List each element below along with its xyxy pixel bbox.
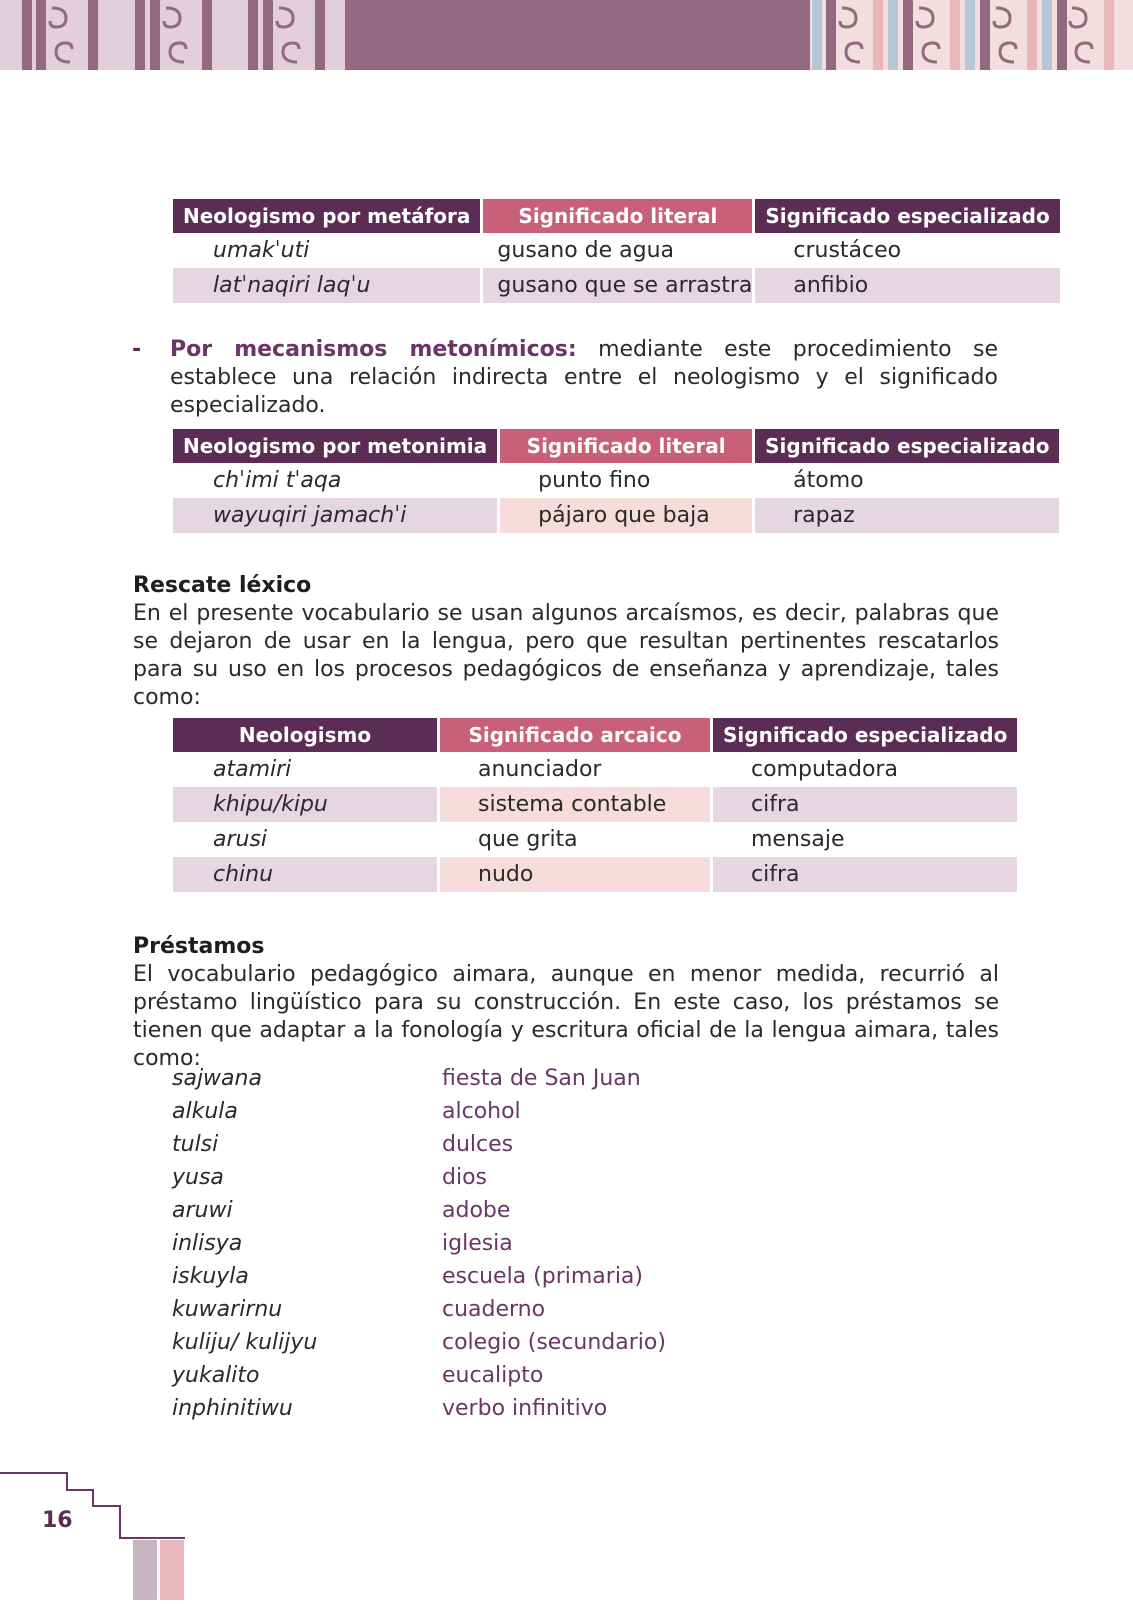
neologism-cell: chinu	[173, 857, 437, 892]
loan-meaning: dios	[442, 1165, 487, 1190]
column-header: Neologismo por metonimia	[173, 429, 497, 463]
literal-meaning-cell: pájaro que baja	[500, 498, 752, 533]
rescate-paragraph: En el presente vocabulario se usan algunos arcaísmos, es decir, palabras que se dejaron de usar en la lengua, pero que resultan pertinentes rescatarlos para su uso en los procesos pedagógicos de enseñanza y aprendizaje, tales como:	[133, 601, 999, 710]
loan-meaning: colegio (secundario)	[442, 1330, 666, 1355]
loan-meaning: escuela (primaria)	[442, 1264, 643, 1289]
loan-term: aruwi	[172, 1198, 233, 1223]
specialized-meaning-cell: computadora	[751, 757, 898, 782]
loan-meaning: fiesta de San Juan	[442, 1066, 641, 1091]
column-header: Significado especializado	[755, 429, 1059, 463]
table-row	[173, 463, 1059, 498]
neologism-cell: arusi	[213, 827, 268, 852]
metonymy-text	[170, 336, 998, 420]
rescate-heading: Rescate léxico	[133, 573, 312, 598]
neologism-cell: khipu/kipu	[173, 787, 437, 822]
specialized-meaning-cell: átomo	[793, 468, 864, 493]
literal-meaning-cell: gusano de agua	[497, 238, 675, 263]
column-header: Neologismo	[173, 718, 437, 752]
table-row	[173, 498, 1059, 533]
specialized-meaning-cell: rapaz	[755, 498, 1059, 533]
metonymy-lead: Por mecanismos metonímicos:	[170, 337, 577, 362]
metaphor-table	[170, 199, 1063, 303]
loan-meaning: eucalipto	[442, 1363, 544, 1388]
neologism-cell: atamiri	[213, 757, 292, 782]
archaic-meaning-cell: sistema contable	[440, 787, 710, 822]
neologism-cell: chˈimi tˈaqa	[213, 468, 342, 493]
loan-meaning: iglesia	[442, 1231, 513, 1256]
loan-term: tulsi	[172, 1132, 219, 1157]
loan-meaning: cuaderno	[442, 1297, 546, 1322]
loan-term: iskuyla	[172, 1264, 249, 1289]
literal-meaning-cell: gusano que se arrastra	[483, 268, 752, 303]
column-header: Significado arcaico	[440, 718, 710, 752]
table-row	[173, 787, 1017, 822]
archaic-meaning-cell: que grita	[478, 827, 578, 852]
table-row	[173, 268, 1060, 303]
loan-term: kuwarirnu	[172, 1297, 283, 1322]
archaic-table	[170, 718, 1020, 892]
specialized-meaning-cell: cifra	[713, 857, 1017, 892]
footer-decoration	[0, 1468, 200, 1600]
loan-term: inphinitiwu	[172, 1396, 293, 1421]
page-number: 16	[42, 1508, 73, 1533]
loan-meaning: dulces	[442, 1132, 514, 1157]
table-header-row	[173, 429, 1059, 463]
table-header-row	[173, 718, 1017, 752]
prestamos-heading: Préstamos	[133, 934, 265, 959]
rescate-section	[133, 572, 999, 712]
loan-term: alkula	[172, 1099, 238, 1124]
column-header: Significado especializado	[713, 718, 1017, 752]
neologism-cell: umakˈuti	[213, 238, 310, 263]
column-header: Significado literal	[500, 429, 752, 463]
table-header-row	[173, 199, 1060, 233]
loan-meaning: adobe	[442, 1198, 511, 1223]
loan-term: yusa	[172, 1165, 224, 1190]
neologism-cell: latˈnaqiri laqˈu	[173, 268, 480, 303]
loan-meaning: alcohol	[442, 1099, 521, 1124]
loan-term: kuliju/ kulijyu	[172, 1330, 318, 1355]
specialized-meaning-cell: crustáceo	[793, 238, 902, 263]
column-header: Neologismo por metáfora	[173, 199, 480, 233]
prestamos-paragraph: El vocabulario pedagógico aimara, aunque en menor medida, recurrió al préstamo lingüístico para su construcción. En este caso, los préstamos se tienen que adaptar a la fonología y escritura oficial de la lengua aimara, tales como:	[133, 962, 999, 1071]
loan-term: sajwana	[172, 1066, 262, 1091]
metonymy-body: mediante este procedimiento se establece una relación indirecta entre el neologismo y el significado especializado.	[170, 337, 998, 418]
neologism-cell: wayuqiri jamachˈi	[173, 498, 497, 533]
column-header: Significado literal	[483, 199, 752, 233]
table-row	[173, 857, 1017, 892]
prestamos-section	[133, 933, 999, 1073]
column-header: Significado especializado	[755, 199, 1059, 233]
metonymy-intro	[132, 336, 998, 420]
table-row	[173, 752, 1017, 787]
bullet-dash: -	[132, 337, 142, 362]
literal-meaning-cell: punto fino	[538, 468, 651, 493]
header-decoration	[0, 0, 1133, 70]
table-row	[173, 822, 1017, 857]
specialized-meaning-cell: anfibio	[755, 268, 1059, 303]
archaic-meaning-cell: nudo	[440, 857, 710, 892]
metonymy-table	[170, 429, 1062, 533]
specialized-meaning-cell: cifra	[713, 787, 1017, 822]
table-row	[173, 233, 1060, 268]
loan-term: yukalito	[172, 1363, 260, 1388]
loan-meaning: verbo infinitivo	[442, 1396, 608, 1421]
archaic-meaning-cell: anunciador	[478, 757, 602, 782]
specialized-meaning-cell: mensaje	[751, 827, 845, 852]
loan-term: inlisya	[172, 1231, 243, 1256]
